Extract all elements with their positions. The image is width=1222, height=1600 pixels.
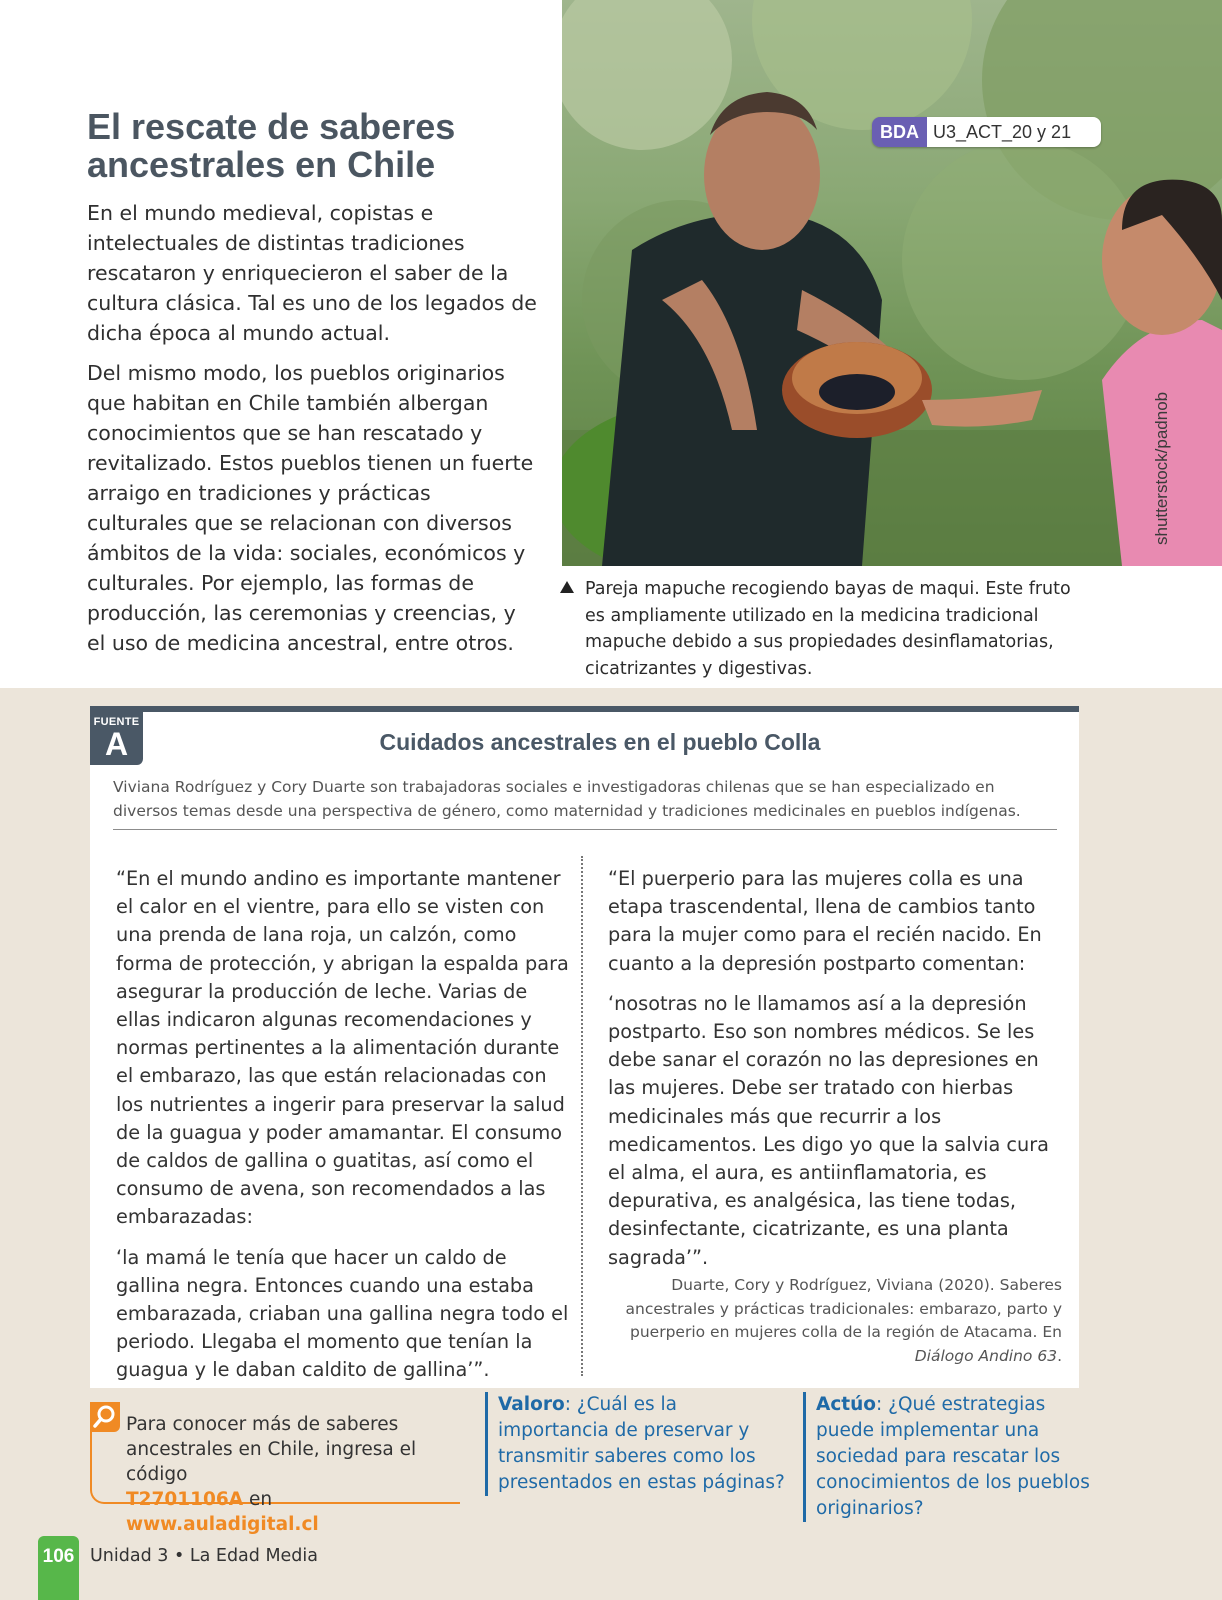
column-divider bbox=[581, 856, 583, 1376]
source-column-right bbox=[608, 865, 1053, 1284]
valoro-label: Valoro bbox=[498, 1394, 565, 1415]
citation-text: Duarte, Cory y Rodríguez, Viviana (2020). Saberes ancestrales y prácticas tradicionales: embarazo, parto y puerperio en mujeres colla de la región de Atacama. En bbox=[625, 1276, 1062, 1341]
photo-illustration bbox=[562, 0, 1222, 566]
source-title: Cuidados ancestrales en el pueblo Colla bbox=[379, 729, 821, 755]
source-label-letter: A bbox=[104, 726, 129, 762]
access-code: T2701106A bbox=[126, 1489, 244, 1510]
title-line-2: ancestrales en Chile bbox=[87, 144, 436, 185]
page-title bbox=[87, 108, 527, 184]
quote-paragraph: “En el mundo andino es importante mantener el calor en el vientre, para ello se visten con una prenda de lana roja, un calzón, como forma de protección, y abrigan la espalda para asegurar la producción de leche. Varias de ellas indicaron algunas recomendaciones y normas pertinentes a la alimentación durante el embarazo, las que están relacionadas con los nutrientes a ingerir para preservar la salud de la guagua y poder amamantar. El consumo de caldos de gallina o guatitas, así como el consumo de avena, son recomendados a las embarazadas: bbox=[116, 867, 569, 1229]
website-link[interactable]: www.auladigital.cl bbox=[126, 1514, 319, 1535]
actuo-question bbox=[803, 1392, 1103, 1522]
more-info-connector: en bbox=[248, 1489, 273, 1510]
unit-label: Unidad 3 • La Edad Media bbox=[90, 1546, 319, 1566]
source-intro: Viviana Rodríguez y Cory Duarte son trabajadoras sociales e investigadoras chilenas que se han especializado en diversos temas desde una perspectiva de género, como maternidad y tradiciones medicinales en pueblos indígenas. bbox=[113, 776, 1057, 830]
source-column-left bbox=[116, 865, 571, 1397]
citation-journal: Diálogo Andino 63 bbox=[914, 1346, 1058, 1365]
citation-end: . bbox=[1057, 1346, 1062, 1365]
intro-text bbox=[87, 198, 537, 668]
caption-text: Pareja mapuche recogiendo bayas de maqui. Este fruto es ampliamente utilizado en la medicina tradicional mapuche debido a sus propiedades desinflamatorias, cicatrizantes y digestivas. bbox=[585, 579, 1071, 679]
intro-paragraph: En el mundo medieval, copistas e intelectuales de distintas tradiciones rescataron y enriquecieron el saber de la cultura clásica. Tal es uno de los legados de dicha época al mundo actual. bbox=[87, 201, 537, 345]
source-label-word: FUENTE bbox=[93, 716, 140, 728]
source-citation bbox=[610, 1274, 1062, 1368]
bda-code: U3_ACT_20 y 21 bbox=[927, 117, 1101, 147]
intro-paragraph: Del mismo modo, los pueblos originarios que habitan en Chile también albergan conocimientos que se han rescatado y revitalizado. Estos pueblos tienen un fuerte arraigo en tradiciones y prácticas culturales que se relacionan con diversos ámbitos de la vida: sociales, económicos y culturales. Por ejemplo, las formas de producción, las ceremonias y creencias, y el uso de medicina ancestral, entre otros. bbox=[87, 361, 534, 655]
more-info-text bbox=[126, 1412, 466, 1537]
search-icon bbox=[90, 1402, 120, 1432]
more-info-sentence: Para conocer más de saberes ancestrales en Chile, ingresa el código bbox=[126, 1414, 417, 1485]
title-line-1: El rescate de saberes bbox=[87, 106, 456, 147]
photo-maqui-harvest bbox=[562, 0, 1222, 566]
photo-credit: shutterstock/padnob bbox=[1152, 391, 1171, 545]
valoro-text: : ¿Cuál es la importancia de preservar y transmitir saberes como los presentados en estas páginas? bbox=[498, 1394, 785, 1493]
bda-tag: BDA bbox=[872, 117, 927, 147]
quote-paragraph: ‘nosotras no le llamamos así a la depresión postparto. Eso son nombres médicos. Se les debe sanar el corazón no las depresiones en las mujeres. Debe ser tratado con hierbas medicinales más que recurrir a los medicamentos. Les digo yo que la salvia cura el alma, el aura, es antiinflamatoria, es depurativa, es analgésica, las tiene todas, desinfectante, cicatrizante, es una planta sagrada’”. bbox=[608, 991, 1049, 1269]
bda-badge bbox=[872, 117, 1101, 147]
page-number: 106 bbox=[38, 1536, 79, 1600]
photo-caption bbox=[560, 576, 1080, 682]
actuo-text: : ¿Qué estrategias puede implementar una sociedad para rescatar los conocimientos de los pueblos originarios? bbox=[816, 1394, 1090, 1519]
quote-paragraph: “El puerperio para las mujeres colla es una etapa trascendental, llena de cambios tanto para la mujer como para el recién nacido. En cuanto a la depresión postparto comentan: bbox=[608, 867, 1042, 975]
actuo-label: Actúo bbox=[816, 1394, 877, 1415]
quote-paragraph: ‘la mamá le tenía que hacer un caldo de gallina negra. Entonces cuando una estaba embarazada, criaban una gallina negra todo el periodo. Llegaba el momento que tenían la guagua y le daban caldito de gallina’”. bbox=[116, 1245, 569, 1382]
caption-triangle-icon bbox=[560, 581, 574, 593]
valoro-question bbox=[485, 1392, 785, 1496]
